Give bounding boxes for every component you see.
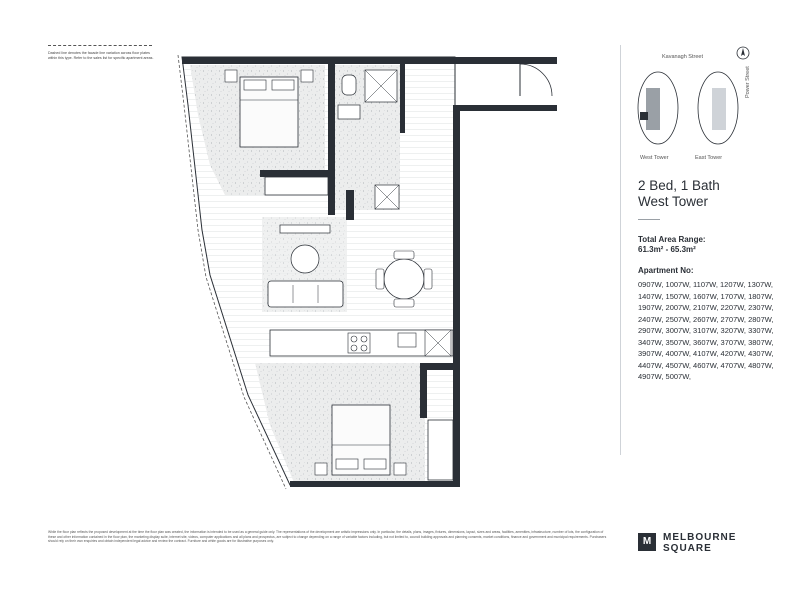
north-arrow-icon bbox=[736, 46, 750, 60]
area-value: 61.3m² - 65.3m² bbox=[638, 245, 696, 254]
wall-east bbox=[453, 109, 460, 485]
street-label-side: Power Street bbox=[745, 66, 751, 98]
wardrobe-2 bbox=[428, 420, 453, 480]
east-tower-label: East Tower bbox=[695, 155, 723, 161]
bedroom2-stub bbox=[420, 363, 427, 418]
vanity bbox=[338, 105, 360, 119]
wall-top bbox=[182, 57, 557, 64]
unit-title-line2: West Tower bbox=[638, 194, 709, 209]
apartment-list: 0907W, 1007W, 1107W, 1207W, 1307W, 1407W, 1507W, 1607W, 1707W, 1807W, 1907W, 2007W, 2107W, 2207W, 2307W, 2407W, 2507W, 2607W, 2707W, 2807W, 2907W, 3007W, 3107W, 3207W, 3307W, 3407W, 3507W, 3607W, 3707W, 3807W, 3907W, 4007W, 4107W, 4207W, 4307W, 4407W, 4507W, 4607W, 4707W, 4807W, 4907W, 5007W, bbox=[638, 280, 774, 381]
brand-line1: MELBOURNE bbox=[663, 532, 737, 543]
apartment-label: Apartment No: bbox=[638, 266, 694, 275]
bath-wall-west bbox=[328, 63, 335, 215]
coffee-table bbox=[291, 245, 319, 273]
wall-bottom bbox=[290, 481, 460, 487]
kitchen-sink bbox=[398, 333, 416, 347]
disclaimer: While the floor plan reflects the proposed development at the time the floor plan was created, the information is intended to be used as a general guide only. The representations of the development are artistic impressions only. In particular, the details, plans, images, fixtures, dimensions, layout, sizes and areas, facilities, amenities, infrastructure, number of lots, the configuration of these and other information contained in the floor plan, the marketing display suite, internet site, videos, computer applications and all plans and prospectus, are subject to change depending on a range of variable factors including, but not limited to, council building approvals and planning consents, market conditions, finance and government and municipal requirements. Purchasers should rely on their own enquiries and obtain independent legal advice and review the contract. Furniture and white goods are for illustrative purposes only. bbox=[48, 530, 607, 543]
bath-stub bbox=[346, 190, 354, 220]
bedroom1-wall bbox=[260, 170, 328, 177]
bath-wall-east bbox=[400, 63, 405, 133]
dashed-line-note: Dashed line denotes the facade line variation across floor plates within this type. Refer to the sales list for specific apartment areas. bbox=[48, 51, 154, 60]
unit-title bbox=[638, 178, 720, 210]
toilet bbox=[342, 75, 356, 95]
entry-door-swing bbox=[520, 64, 552, 96]
brand-mark: M bbox=[642, 536, 652, 547]
dining-table bbox=[384, 259, 424, 299]
dashed-line-legend bbox=[48, 45, 152, 46]
sofa bbox=[268, 281, 343, 307]
tv-unit bbox=[280, 225, 330, 233]
brand-line2: SQUARE bbox=[663, 543, 712, 554]
west-tower-label: West Tower bbox=[640, 155, 669, 161]
panel-divider bbox=[620, 45, 621, 455]
floor-plan bbox=[170, 45, 615, 505]
tower-key-plan bbox=[636, 70, 756, 152]
corridor-wall bbox=[453, 105, 557, 111]
area-label: Total Area Range: bbox=[638, 235, 706, 244]
title-rule bbox=[638, 219, 660, 220]
brand-logo-icon bbox=[638, 533, 656, 551]
street-label-top: Kavanagh Street bbox=[662, 54, 703, 60]
wardrobe-1 bbox=[265, 177, 328, 195]
unit-title-line1: 2 Bed, 1 Bath bbox=[638, 178, 720, 193]
brand-name bbox=[663, 532, 736, 554]
cooktop bbox=[348, 333, 370, 353]
